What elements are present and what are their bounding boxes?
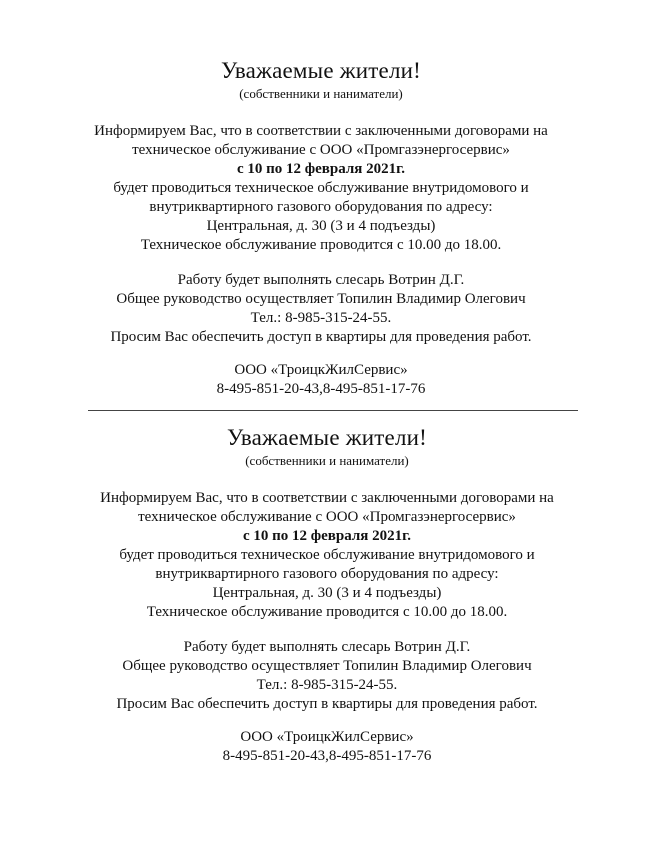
manager-line: Общее руководство осуществляет Топилин Владимир Олегович: [116, 291, 526, 307]
access-request: Просим Вас обеспечить доступ в квартиры для проведения работ.: [116, 696, 538, 712]
notice-title: Уважаемые жители!: [220, 58, 422, 83]
notice-body: [2, 489, 650, 766]
info-line-3: будет проводиться техническое обслуживание внутридомового и: [119, 547, 535, 563]
notice-bottom: [2, 425, 650, 766]
worker-line: Работу будет выполнять слесарь Вотрин Д.Г.: [183, 639, 471, 655]
info-line-4: внутриквартирного газового оборудования по адресу:: [149, 199, 493, 215]
info-line-4: внутриквартирного газового оборудования по адресу:: [155, 566, 499, 582]
access-request: Просим Вас обеспечить доступ в квартиры для проведения работ.: [110, 329, 532, 345]
company-phones: 8-495-851-20-43,8-495-851-17-76: [216, 381, 426, 397]
notice-subtitle: (собственники и наниматели): [245, 453, 409, 468]
service-dates: с 10 по 12 февраля 2021г.: [242, 528, 412, 544]
manager-line: Общее руководство осуществляет Топилин Владимир Олегович: [122, 658, 532, 674]
contact-phone: Тел.: 8-985-315-24-55.: [256, 677, 398, 693]
company-phones: 8-495-851-20-43,8-495-851-17-76: [222, 748, 432, 764]
service-address: Центральная, д. 30 (3 и 4 подъезды): [212, 585, 442, 601]
notice-body: [0, 122, 646, 399]
notice-subtitle: (собственники и наниматели): [239, 86, 403, 101]
service-dates: с 10 по 12 февраля 2021г.: [236, 161, 406, 177]
company-name: ООО «ТроицкЖилСервис»: [240, 729, 414, 745]
info-line-1: Информируем Вас, что в соответствии с заключенными договорами на: [94, 123, 548, 139]
notice-title: Уважаемые жители!: [226, 425, 428, 450]
service-hours: Техническое обслуживание проводится с 10.00 до 18.00.: [140, 237, 502, 253]
worker-line: Работу будет выполнять слесарь Вотрин Д.Г.: [177, 272, 465, 288]
info-line-3: будет проводиться техническое обслуживание внутридомового и: [113, 180, 529, 196]
service-address: Центральная, д. 30 (3 и 4 подъезды): [206, 218, 436, 234]
info-line-2: техническое обслуживание с ООО «Промгазэнергосервис»: [132, 142, 510, 158]
info-line-2: техническое обслуживание с ООО «Промгазэнергосервис»: [138, 509, 516, 525]
notice-top: [0, 58, 646, 399]
cut-line-divider: [88, 410, 578, 411]
service-hours: Техническое обслуживание проводится с 10.00 до 18.00.: [146, 604, 508, 620]
company-name: ООО «ТроицкЖилСервис»: [234, 362, 408, 378]
contact-phone: Тел.: 8-985-315-24-55.: [250, 310, 392, 326]
info-line-1: Информируем Вас, что в соответствии с заключенными договорами на: [100, 490, 554, 506]
